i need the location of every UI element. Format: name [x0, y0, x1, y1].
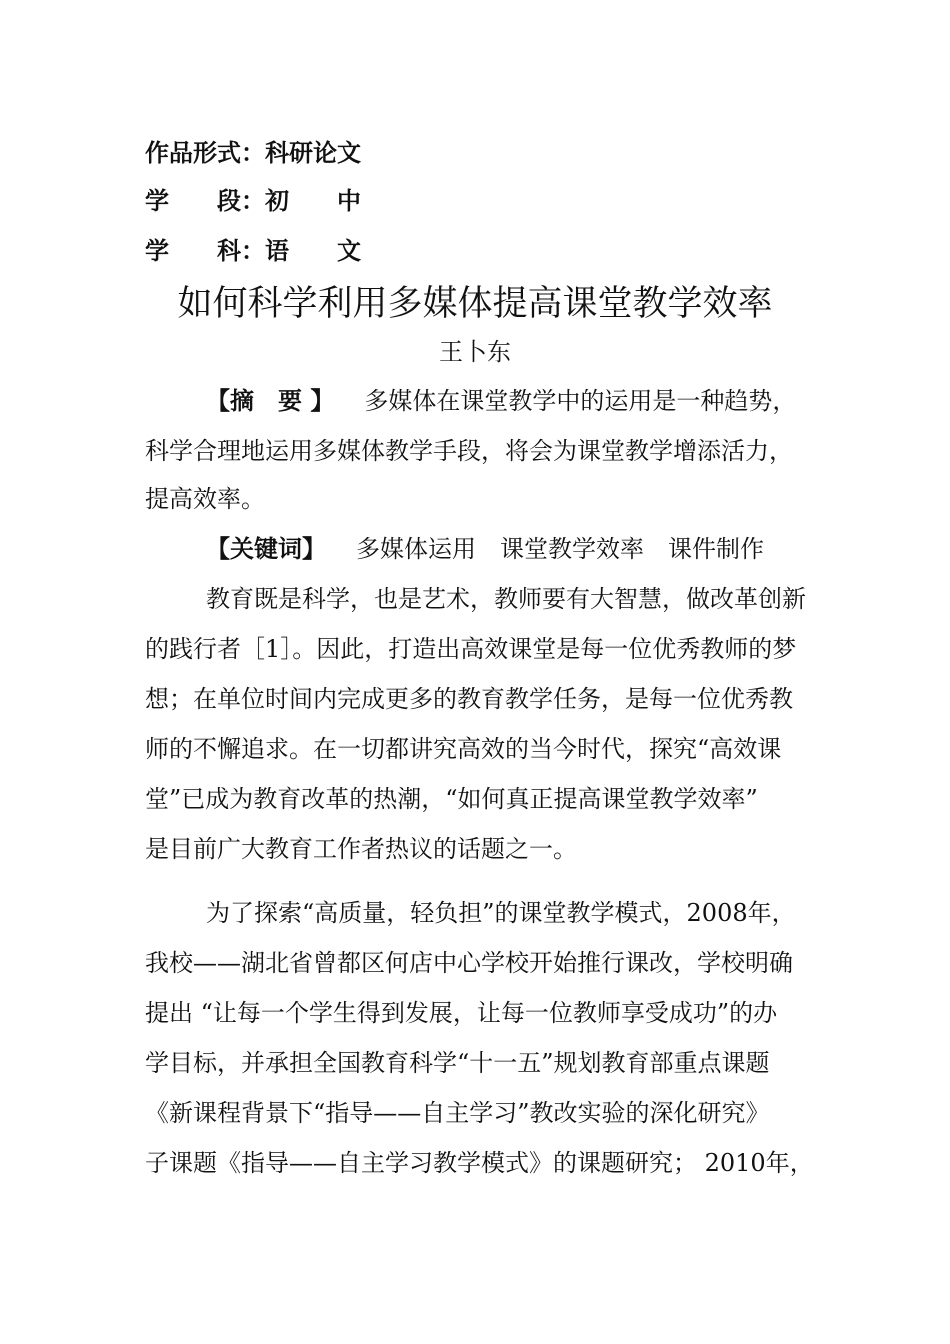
- body-p2-line-2: 我校——湖北省曾都区何店中心学校开始推行课改，学校明确: [145, 949, 793, 977]
- body-p2-line-5: 《新课程背景下“指导——自主学习”教改实验的深化研究》: [145, 1099, 770, 1127]
- keywords-label: 【关键词】: [206, 535, 326, 563]
- meta-form-value: 科研论文: [265, 139, 361, 167]
- body-p2-line-3: 提出 “让每一个学生得到发展，让每一位教师享受成功”的办: [145, 999, 778, 1027]
- abstract-line-3: 提高效率。: [145, 485, 265, 513]
- keyword-1: 多媒体运用: [356, 535, 476, 563]
- body-p1-line-3: 想；在单位时间内完成更多的教育教学任务，是每一位优秀教: [145, 685, 793, 713]
- abstract-text-1: 多媒体在课堂教学中的运用是一种趋势，: [364, 387, 797, 415]
- author-name: 王卜东: [439, 338, 511, 366]
- body-p2-line-4: 学目标，并承担全国教育科学“十一五”规划教育部重点课题: [145, 1049, 770, 1077]
- meta-subject-value: 语 文: [265, 237, 361, 265]
- body-p2-line-6: 子课题《指导——自主学习教学模式》的课题研究； 2010年，: [145, 1149, 814, 1177]
- paper-title: 如何科学利用多媒体提高课堂教学效率: [177, 284, 773, 324]
- meta-form-label: 作品形式：: [145, 139, 265, 167]
- body-p2-line-1: 为了探索“高质量，轻负担”的课堂教学模式，2008年，: [206, 899, 796, 927]
- keywords-line: [206, 534, 764, 564]
- meta-stage-value: 初 中: [265, 187, 361, 215]
- body-p1-line-5: 堂”已成为教育改革的热潮，“如何真正提高课堂教学效率”: [145, 785, 758, 813]
- body-p1-line-4: 师的不懈追求。在一切都讲究高效的当今时代，探究“高效课: [145, 735, 782, 763]
- meta-stage-label: 学 段：: [145, 187, 265, 215]
- abstract-line-1: [206, 386, 796, 416]
- keyword-2: 课堂教学效率: [500, 535, 644, 563]
- body-p1-line-1: 教育既是科学，也是艺术，教师要有大智慧，做改革创新: [206, 585, 806, 613]
- meta-stage: [145, 186, 361, 216]
- meta-subject-label: 学 科：: [145, 237, 265, 265]
- body-p1-line-2: 的践行者［1］。因此，打造出高效课堂是每一位优秀教师的梦: [145, 635, 797, 663]
- meta-form: [145, 138, 361, 168]
- abstract-line-2: 科学合理地运用多媒体教学手段，将会为课堂教学增添活力，: [145, 437, 793, 465]
- abstract-label: 【摘 要 】: [206, 387, 335, 415]
- meta-subject: [145, 236, 361, 266]
- keyword-3: 课件制作: [668, 535, 764, 563]
- body-p1-line-6: 是目前广大教育工作者热议的话题之一。: [145, 835, 577, 863]
